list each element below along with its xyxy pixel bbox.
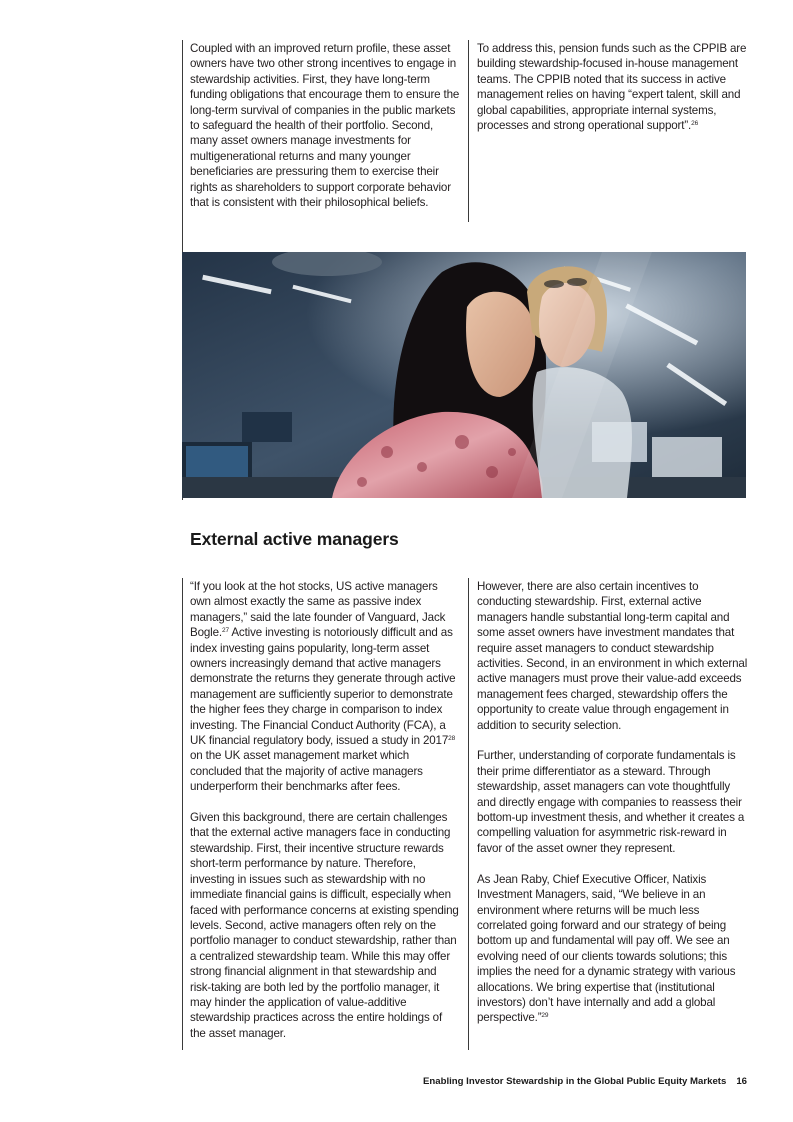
office-photo	[182, 252, 746, 498]
footnote-ref: 27	[221, 627, 229, 635]
lower-right-paragraph-2: Further, understanding of corporate fundamentals is their prime differentiator as a steward. Through stewardship, asset managers can vote thoughtfully and directly engage with companies to reassess their bottom-up investment thesis, and whether it creates a compelling valuation for asymmetric risk-reward in favor of the asset owner they represent.	[477, 749, 745, 855]
footer-title: Enabling Investor Stewardship in the Global Public Equity Markets	[423, 1076, 727, 1087]
lower-right-column	[477, 579, 749, 1026]
lower-left-paragraph-2: Given this background, there are certain challenges that the external active managers face in conducting stewardship. First, their incentive structure rewards short-term performance by nature. Therefore, investing in issues such as stewardship with no immediate financial gains is difficult, especially when faced with performance concerns at existing spending levels. Second, active managers often rely on the portfolio manager to conduct stewardship, rather than a centralized stewardship team. While this may offer strong financial alignment in that stewardship and risk-taking are both led by the portfolio manager, it may hinder the application of value-additive stewardship practices across the entire holdings of the asset manager.	[190, 811, 459, 1040]
section-heading: External active managers	[190, 529, 399, 549]
top-column-divider	[468, 40, 469, 222]
footnote-ref: 26	[691, 120, 699, 128]
lower-column-divider	[468, 578, 469, 1050]
left-margin-rule-lower	[182, 578, 183, 1050]
top-right-column	[477, 41, 749, 133]
photo-illustration	[182, 252, 746, 498]
lower-right-paragraph-1: However, there are also certain incentives to conducting stewardship. First, external active managers handle substantial long-term capital and some asset owners have investment mandates that require asset managers to conduct stewardship activities. Second, in an environment in which external active managers must prove their value-add exceeds management fees charged, stewardship offers the opportunity to create value through engagement in addition to security selection.	[477, 580, 748, 732]
page-footer	[423, 1076, 747, 1087]
top-left-paragraph: Coupled with an improved return profile, these asset owners have two other strong incentives to engage in stewardship activities. First, they have long-term funding obligations that encourage them to ensure the long-term survival of companies in the public markets to safeguard the health of their portfolio. Second, many asset owners manage investments for multigenerational returns and many younger beneficiaries are pressuring them to exercise their rights as shareholders to support corporate behavior that is consistent with their philosophical beliefs.	[190, 42, 460, 210]
lower-left-paragraph-1: “If you look at the hot stocks, US active managers own almost exactly the same as passive index managers,” said the late founder of Vanguard, Jack Bogle.$^{27}$ Active investing is notoriously difficult and as index investing gains popularity, long-term asset owners increasingly demand that active managers demonstrate the returns they generate through active management are sufficiently superior to demonstrate the higher fees they charge in comparison to index investing. The Financial Conduct Authority (FCA), a UK financial regulatory body, issued a study in 2017$^{28}$ on the UK asset management market which concluded that the majority of active managers underperform their benchmarks after fees.	[190, 580, 456, 794]
top-right-paragraph: To address this, pension funds such as the CPPIB are building stewardship-focused in-house management teams. The CPPIB noted that its success in active management relies on having “expert talent, skill and global capabilities, appropriate internal systems, processes and strong operational support”.$^{26}$	[477, 42, 747, 133]
lower-right-paragraph-3: As Jean Raby, Chief Executive Officer, Natixis Investment Managers, said, “We believe in an environment where returns will be much less correlated going forward and our strategy of being bottom up and fundamental will pay off. We see an evolving need of our clients towards solutions; this implies the need for a dynamic strategy with various allocations. We bring expertise that (institutional investors) don’t have internally and add a global perspective.”$^{29}$	[477, 872, 736, 1025]
footnote-ref: 28	[448, 735, 456, 743]
page-number: 16	[736, 1076, 747, 1087]
footnote-ref: 29	[541, 1012, 549, 1020]
lower-left-column	[190, 579, 460, 1041]
top-left-column	[190, 41, 460, 210]
